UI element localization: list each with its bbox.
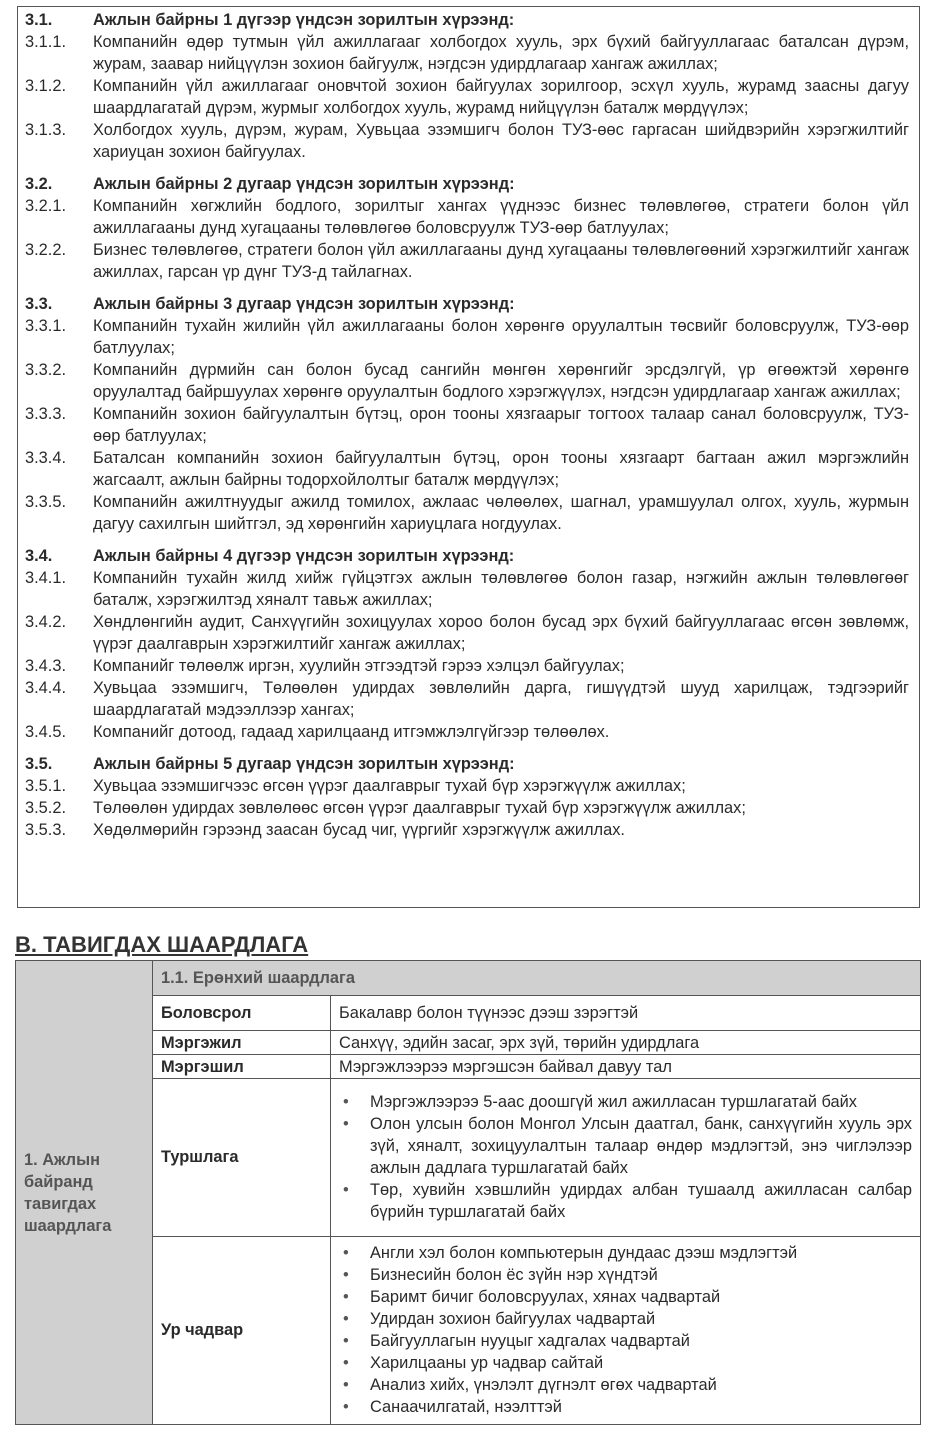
section-heading-number: 3.2. — [25, 175, 53, 193]
duty-item-number: 3.4.1. — [25, 569, 67, 587]
section-heading — [25, 9, 909, 31]
experience-list — [333, 1091, 912, 1223]
duty-item-number: 3.3.5. — [25, 493, 67, 511]
duty-item-number: 3.2.2. — [25, 241, 67, 259]
bullet-item: • Олон улсын болон Монгол Улсын даатгал, банк, санхүүгийн хууль эрх зүй, хяналт, зохицуулалтын талаар өндөр мэдлэгтэй, энэ чиглэлээр ажлын дадлага туршлагатай байх — [333, 1113, 912, 1179]
duty-item-number: 3.5.1. — [25, 777, 67, 795]
requirements-table — [15, 960, 921, 1425]
duty-item-text: Компанийг дотоод, гадаад харилцаанд итгэмжлэлгүйгээр төлөөлөх. — [93, 723, 610, 741]
duty-item-number: 3.3.3. — [25, 405, 67, 423]
duty-item-number: 3.1.3. — [25, 121, 67, 139]
duty-item-number: 3.4.3. — [25, 657, 67, 675]
duty-section — [25, 173, 909, 283]
bullet-item: • Анализ хийх, үнэлэлт дүгнэлт өгөх чадвартай — [333, 1374, 912, 1396]
duty-item — [25, 195, 909, 239]
duty-item-number: 3.5.2. — [25, 799, 67, 817]
bullet-item: • Санаачилгатай, нээлттэй — [333, 1396, 912, 1418]
duty-item-text: Төлөөлөн удирдах зөвлөлөөс өгсөн үүрэг даалгаврыг тухай бүр хэрэгжүүлж ажиллах; — [93, 799, 746, 817]
duty-item — [25, 359, 909, 403]
duty-item-number: 3.4.4. — [25, 679, 67, 697]
duty-item — [25, 677, 909, 721]
duty-section — [25, 753, 909, 841]
duty-item — [25, 721, 909, 743]
duty-item-text: Хувьцаа эзэмшигчээс өгсөн үүрэг даалгаврыг тухай бүр хэрэгжүүлж ажиллах; — [93, 777, 686, 795]
duty-item — [25, 447, 909, 491]
bullet-item: • Баримт бичиг боловсруулах, хянах чадвартай — [333, 1286, 912, 1308]
section-heading-text: Ажлын байрны 5 дугаар үндсэн зорилтын хүрээнд: — [93, 755, 515, 773]
duty-item — [25, 31, 909, 75]
duties-frame — [17, 6, 920, 908]
duty-item-text: Компанийн ажилтнуудыг ажилд томилох, ажлаас чөлөөлөх, шагнал, урамшуулал олгох, хууль, журмын дагуу сахилгын шийтгэл, эд хөрөнгийн хариуцлага ногдуулах. — [93, 493, 909, 533]
duty-item — [25, 611, 909, 655]
duty-section — [25, 9, 909, 163]
section-heading-text: Ажлын байрны 4 дүгээр үндсэн зорилтын хүрээнд: — [93, 547, 515, 565]
education-label: Боловсрол — [153, 996, 331, 1031]
duty-item — [25, 775, 909, 797]
subheader-general: 1.1. Ерөнхий шаардлага — [153, 961, 921, 996]
specialization-label: Мэргэшил — [153, 1055, 331, 1079]
category-cell: 1. Ажлын байранд тавигдах шаардлага — [16, 961, 153, 1425]
skills-label: Ур чадвар — [153, 1236, 331, 1424]
bullet-item: • Байгууллагын нууцыг хадгалах чадвартай — [333, 1330, 912, 1352]
duty-item-text: Хөндлөнгийн аудит, Санхүүгийн зохицуулах хороо болон бусад эрх бүхий байгууллагаас өгсөн зөвлөмж, үүрэг даалгаврын хэрэгжилтийг хангаж ажиллах; — [93, 613, 909, 653]
duty-item-number: 3.5.3. — [25, 821, 67, 839]
duty-section — [25, 293, 909, 535]
bullet-item: • Харилцааны ур чадвар сайтай — [333, 1352, 912, 1374]
duty-item-number: 3.3.2. — [25, 361, 67, 379]
section-heading — [25, 173, 909, 195]
duty-item-text: Компанийг төлөөлж иргэн, хуулийн этгээдтэй гэрээ хэлцэл байгуулах; — [93, 657, 625, 675]
section-heading-text: Ажлын байрны 2 дугаар үндсэн зорилтын хүрээнд: — [93, 175, 515, 193]
duty-item — [25, 239, 909, 283]
section-heading-number: 3.3. — [25, 295, 53, 313]
duty-item — [25, 819, 909, 841]
duty-item — [25, 315, 909, 359]
skills-value — [331, 1236, 921, 1424]
duty-item-text: Хөдөлмөрийн гэрээнд заасан бусад чиг, үүргийг хэрэгжүүлж ажиллах. — [93, 821, 625, 839]
bullet-item: • Төр, хувийн хэвшлийн удирдах албан тушаалд ажилласан салбар бүрийн туршлагатай байх — [333, 1179, 912, 1223]
duty-item-text: Компанийн үйл ажиллагааг оновчтой зохион байгуулах зорилгоор, эсхүл хууль, журамд заасны дагуу шаардлагатай дүрэм, журмыг холбогдох хууль, журамд нийцүүлэн баталж мөрдүүлэх; — [93, 77, 909, 117]
duty-section — [25, 545, 909, 743]
duty-item-text: Компанийн тухайн жилд хийж гүйцэтгэх ажлын төлөвлөгөө болон газар, нэгжийн ажлын төлөвлөгөөг баталж, хэрэгжилтэд хяналт тавьж ажиллах; — [93, 569, 909, 609]
profession-label: Мэргэжил — [153, 1031, 331, 1055]
duty-item-text: Компанийн хөгжлийн бодлого, зорилтыг хангах үүднээс бизнес төлөвлөгөө, стратеги болон үйл ажиллагааны дунд хугацааны төлөвлөгөө боловсруулж ТУЗ-өөр батлуулах; — [93, 197, 909, 237]
duty-item-text: Компанийн зохион байгуулалтын бүтэц, орон тооны хязгаарыг тогтоох талаар санал боловсруулж, ТУЗ-өөр батлуулах; — [93, 405, 909, 445]
section-b-title: В. ТАВИГДАХ ШААРДЛАГА — [15, 932, 309, 957]
duty-item-number: 3.4.5. — [25, 723, 67, 741]
education-value: Бакалавр болон түүнээс дээш зэрэгтэй — [331, 996, 921, 1031]
duty-item-text: Компанийн өдөр тутмын үйл ажиллагааг холбогдох хууль, эрх бүхий байгууллагаас баталсан дүрэм, журам, заавар нийцүүлэн зохион байгуулж, нэгдсэн удирдлагаар хангаж ажиллах; — [93, 33, 909, 73]
duty-item-text: Баталсан компанийн зохион байгуулалтын бүтэц, орон тооны хязгаарт багтаан ажил мэргэжлийн жагсаалт, ажлын байрны тодорхойлолтыг баталж мөрдүүлэх; — [93, 449, 909, 489]
duty-item-number: 3.2.1. — [25, 197, 67, 215]
bullet-item: • Бизнесийн болон ёс зүйн нэр хүндтэй — [333, 1264, 912, 1286]
section-heading — [25, 753, 909, 775]
specialization-value: Мэргэжлээрээ мэргэшсэн байвал давуу тал — [331, 1055, 921, 1079]
duty-item — [25, 567, 909, 611]
bullet-item: • Мэргэжлээрээ 5-аас доошгүй жил ажилласан туршлагатай байх — [333, 1091, 912, 1113]
skills-list — [333, 1242, 912, 1418]
duty-item-number: 3.4.2. — [25, 613, 67, 631]
duty-item-text: Хувьцаа эзэмшигч, Төлөөлөн удирдах зөвлөлийн дарга, гишүүдтэй шууд харилцаж, тэдгээрийг шаардлагатай мэдээллээр хангах; — [93, 679, 909, 719]
section-heading-text: Ажлын байрны 3 дугаар үндсэн зорилтын хүрээнд: — [93, 295, 515, 313]
duty-item-text: Компанийн дүрмийн сан болон бусад сангийн мөнгөн хөрөнгийг эрсдэлгүй, үр өгөөжтэй хөрөнгө оруулалтад байршуулах хөрөнгө оруулалтын бодлого хэрэгжүүлэх, нэгдсэн удирдлагаар хангаж ажиллах; — [93, 361, 909, 401]
profession-value: Санхүү, эдийн засаг, эрх зүй, төрийн удирдлага — [331, 1031, 921, 1055]
experience-value — [331, 1079, 921, 1236]
duty-item — [25, 75, 909, 119]
section-heading-number: 3.1. — [25, 11, 53, 29]
duty-item — [25, 403, 909, 447]
section-heading-text: Ажлын байрны 1 дүгээр үндсэн зорилтын хүрээнд: — [93, 11, 515, 29]
section-heading — [25, 293, 909, 315]
duty-item-text: Холбогдох хууль, дүрэм, журам, Хувьцаа эзэмшигч болон ТУЗ-өөс гаргасан шийдвэрийн хэрэгжилтийг хариуцан зохион байгуулах. — [93, 121, 909, 161]
duty-item — [25, 491, 909, 535]
duty-item-number: 3.1.2. — [25, 77, 67, 95]
section-heading-number: 3.4. — [25, 547, 53, 565]
duty-item-number: 3.3.1. — [25, 317, 67, 335]
duty-item-text: Компанийн тухайн жилийн үйл ажиллагааны болон хөрөнгө оруулалтын төсвийг боловсруулж, ТУЗ-өөр батлуулах; — [93, 317, 909, 357]
duty-item-text: Бизнес төлөвлөгөө, стратеги болон үйл ажиллагааны дунд хугацааны төлөвлөгөөний хэрэгжилтийг хангаж ажиллах, гарсан үр дүнг ТУЗ-д тайлагнах. — [93, 241, 909, 281]
duty-item-number: 3.1.1. — [25, 33, 67, 51]
duty-item — [25, 119, 909, 163]
experience-label: Туршлага — [153, 1079, 331, 1236]
duty-item — [25, 655, 909, 677]
section-heading — [25, 545, 909, 567]
bullet-item: • Англи хэл болон компьютерын дундаас дээш мэдлэгтэй — [333, 1242, 912, 1264]
duty-item-number: 3.3.4. — [25, 449, 67, 467]
section-heading-number: 3.5. — [25, 755, 53, 773]
duty-item — [25, 797, 909, 819]
bullet-item: • Удирдан зохион байгуулах чадвартай — [333, 1308, 912, 1330]
